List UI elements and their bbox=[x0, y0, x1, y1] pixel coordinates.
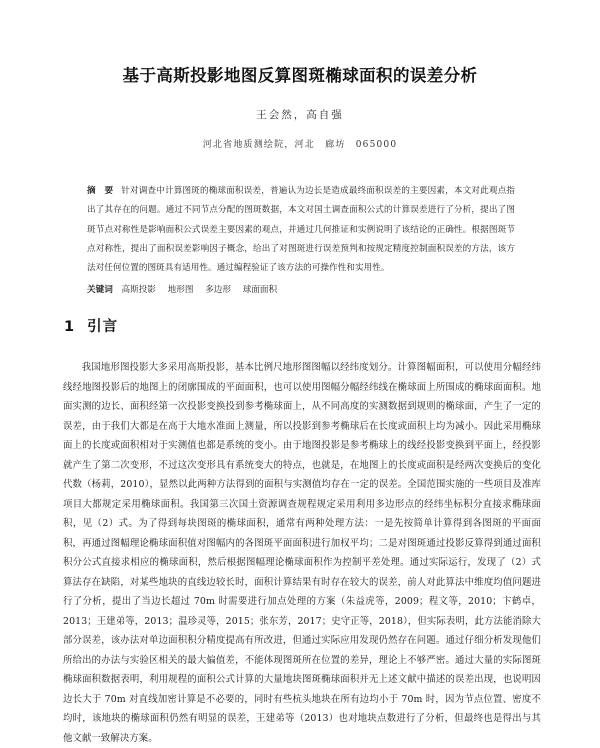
section-heading-introduction bbox=[64, 315, 118, 336]
section-number: 1 bbox=[64, 319, 76, 335]
author-affiliation: 河北省地质测绘院，河北 廊坊 065000 bbox=[202, 140, 398, 150]
abstract-text: 针对调查中计算图斑的椭球面积误差，普遍认为边长是造成最终面积误差的主要因素，本文对此观点指出了其存在的问题。通过不同节点分配的图斑数据，本文对国土调查面积公式的计算误差进行了分析，提出了图斑节点对称性是影响面积公式误差主要因素的观点，并通过几何推证和实例说明了该结论的正确性。根据图斑节点对称性，提出了面积误差影响因子概念，给出了对图斑进行误差预判和按规定精度控制面积误差的方法，该方法对任何位置的图斑具有适用性。通过编程验证了该方法的可操作性和实用性。 bbox=[87, 186, 515, 274]
keyword-item: 多边形 bbox=[205, 285, 231, 295]
keywords-block bbox=[87, 283, 515, 295]
abstract-label: 摘 要 bbox=[87, 186, 114, 196]
author-list: 王会然，高自强 bbox=[256, 109, 344, 121]
keyword-item: 高斯投影 bbox=[121, 285, 156, 295]
paper-title: 基于高斯投影地图反算图斑椭球面积的误差分析 bbox=[122, 66, 478, 85]
keyword-item: 球面面积 bbox=[242, 285, 278, 295]
keyword-item: 地形图 bbox=[167, 285, 194, 295]
introduction-paragraph: 我国地形图投影大多采用高斯投影，基本比例尺地形图图幅以经纬度划分。计算图幅面积，可以使用分幅经纬线经地图投影后的地图上的闭廓围成的平面面积，也可以使用图幅分幅经纬线在椭球面上所围成的椭球面面积。地面实测的边长、面积经第一次投影变换投到参考椭球面上，从不同高度的实测数据到规则的椭球面，产生了一定的误差，由于我们大都是在高于大地水准面上测量，所以投影到参考椭球后在长度或面积上均为减小。因此采用椭球面上的长度或面积相对于实测值也都是系统的变小。由于地图投影是参考椭球上的线经投影变换到平面上，经投影就产生了第二次变形，不过这次变形具有系统变大的特点，也就是，在地图上的长度或面积是经两次变换后的变化代数（杨莉，2010），显然以此两种方法得到的面积与实测值均存在一定的误差。全国范围实施的一些项目及准库项目大都规定采用椭球面积。我国第三次国土资源调查规程规定采用利用多边形点的经纬坐标积分直接求椭球面积，见（2）式。为了得到每块图斑的椭球面积，通常有两种处理方法：一是先按简单计算得到各图斑的平面面积，再通过图幅理论椭球面积值对图幅内的各图斑平面面积进行加权平均；二是对图斑通过投影反算得到通过面积积分公式直接求相应的椭球面积，然后根据图幅理论椭球面积作为控制平差处理。通过实际运行，发现了（2）式算法存在缺陷，对某些地块的直线边较长时，面积计算结果有时存在较大的误差，前人对此算法中维度均值问题进行了分析，提出了当边长超过 70m 时需要进行加点处理的方案（朱益虎等，2009；程文等，2010；卞鹤卓，2013；王建弟等，2013；温珍灵等，2015；张东芳，2017；史守正等，2018），但实际表明，此方法能消除大部分误差，该办法对单边面积积分精度提高有所改进，但通过实际应用发现仍然存在问题。通过仔细分析发现他们所给出的办法与实验区相关的最大偏值差，不能体现图斑所在位置的差异，理论上不够严密。通过大量的实际图斑椭球面积数据表明，利用规程的面积公式计算的大量地块图斑椭球面积并无上述文献中描述的误差出现，也说明因边长大于 70m 对直线加密计算是不必要的，同时有些杭头地块在所有边均小于 70m 时，因为节点位置、密度不均时，该地块的椭球面积仍然有明显的误差，王建弟等（2013）也对地块点数进行了分析，但最终也是得出与其他文献一致解决方案。 bbox=[63, 362, 541, 744]
section-title: 引言 bbox=[87, 319, 119, 335]
abstract-block bbox=[87, 182, 515, 278]
keywords-label: 关键词 bbox=[87, 285, 113, 295]
